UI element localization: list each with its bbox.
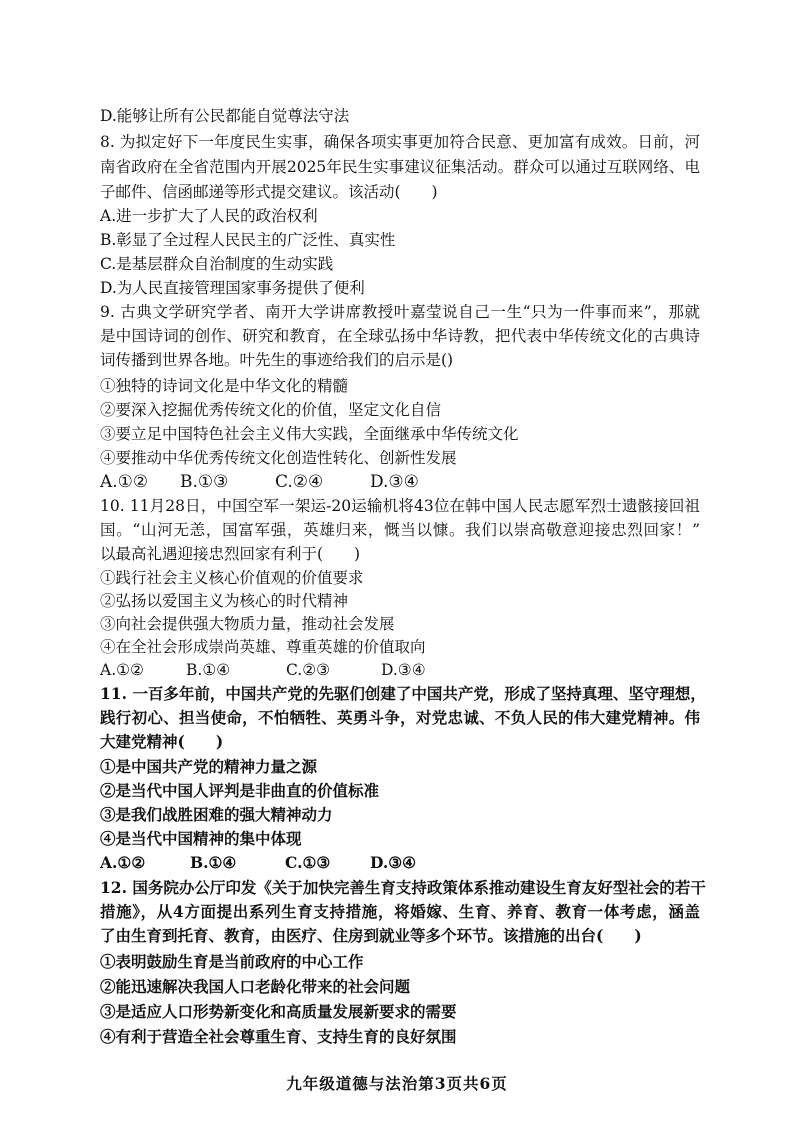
q10-stem-line: 以最高礼遇迎接忠烈回家有利于( ) xyxy=(100,545,361,563)
q10-stem-line: 国。“山河无恙，国富军强，英雄归来，慨当以慷。我们以崇高敬意迎接忠烈回家！” xyxy=(100,521,700,539)
q8-option-a: A.进一步扩大了人民的政治权利 xyxy=(100,207,318,225)
q11-stem-line: 11. 一百多年前，中国共产党的先驱们创建了中国共产党，形成了坚持真理、坚守理想， xyxy=(100,684,706,703)
q11-choices xyxy=(100,851,700,875)
q10-item: ①践行社会主义核心价值观的价值要求 xyxy=(100,569,364,587)
q11-item: ④是当代中国精神的集中体现 xyxy=(100,829,302,848)
q8-stem-line: 子邮件、信函邮递等形式提交建议。该活动( ) xyxy=(100,183,438,201)
q9-item: ③要立足中国特色社会主义伟大实践，全面继承中华传统文化 xyxy=(100,425,519,443)
q11-choice-b: B.①④ xyxy=(190,853,237,872)
q9-choice-a: A.①② xyxy=(100,472,149,492)
q12-item: ②能迅速解决我国人口老龄化带来的社会问题 xyxy=(100,977,411,996)
q11-choice-c: C.①③ xyxy=(285,853,331,872)
q12-stem-line: 了由生育到托育、教育，由医疗、住房到就业等多个环节。该措施的出台( ) xyxy=(100,926,642,945)
q10-choice-a: A.①② xyxy=(100,661,144,679)
q7-option-d: D.能够让所有公民都能自觉尊法守法 xyxy=(100,107,350,125)
q12-stem-line: 措施》，从4方面提出系列生育支持措施，将婚嫁、生育、养育、教育一体考虑，涵盖 xyxy=(100,902,700,921)
q9-item: ②要深入挖掘优秀传统文化的价值，坚定文化自信 xyxy=(100,401,442,419)
page-footer: 九年级道德与法治第3页共6页 xyxy=(286,1074,508,1093)
q9-choice-b: B.①③ xyxy=(180,472,229,492)
q10-choice-c: C.②③ xyxy=(286,661,331,679)
q9-stem-line: 是中国诗词的创作、研究和教育，在全球弘扬中华诗教，把代表中华传统文化的古典诗 xyxy=(100,327,700,345)
q11-stem-line: 践行初心、担当使命，不怕牺牲、英勇斗争，对党忠诚、不负人民的伟大建党精神。伟 xyxy=(100,708,700,727)
q12-stem-line: 12. 国务院办公厅印发《关于加快完善生育支持政策体系推动建设生育友好型社会的若干 xyxy=(100,878,706,897)
q9-stem-line: 词传播到世界各地。叶先生的事迹给我们的启示是() xyxy=(100,351,454,369)
q8-option-b: B.彰显了全过程人民民主的广泛性、真实性 xyxy=(100,231,396,249)
q11-stem-line: 大建党精神( ) xyxy=(100,732,224,751)
q11-item: ①是中国共产党的精神力量之源 xyxy=(100,757,318,776)
q10-item: ④在全社会形成崇尚英雄、尊重英雄的价值取向 xyxy=(100,638,426,656)
q9-choices xyxy=(100,470,700,494)
q9-choice-c: C.②④ xyxy=(275,472,324,492)
q11-choice-d: D.③④ xyxy=(370,853,417,872)
q9-item: ①独特的诗词文化是中华文化的精髓 xyxy=(100,377,349,395)
q10-choice-b: B.①④ xyxy=(186,661,231,679)
q12-item: ④有利于营造全社会尊重生育、支持生育的良好氛围 xyxy=(100,1027,457,1046)
q9-choice-d: D.③④ xyxy=(370,472,419,492)
q11-choice-a: A.①② xyxy=(100,853,146,872)
q10-stem-line: 10. 11月28日，中国空军一架运-20运输机将43位在韩中国人民志愿军烈士遗骸接回祖 xyxy=(100,497,700,515)
q11-item: ②是当代中国人评判是非曲直的价值标准 xyxy=(100,781,380,800)
q10-choices xyxy=(100,658,700,682)
q12-item: ③是适应人口形势新变化和高质量发展新要求的需要 xyxy=(100,1002,457,1021)
q11-item: ③是我们战胜困难的强大精神动力 xyxy=(100,805,333,824)
q10-choice-d: D.③④ xyxy=(381,661,426,679)
q10-item: ②弘扬以爱国主义为核心的时代精神 xyxy=(100,592,349,610)
q8-stem-line: 8. 为拟定好下一年度民生实事，确保各项实事更加符合民意、更加富有成效。日前，河 xyxy=(100,133,700,151)
q8-option-d: D.为人民直接管理国家事务提供了便利 xyxy=(100,279,365,297)
q10-item: ③向社会提供强大物质力量，推动社会发展 xyxy=(100,615,395,633)
q8-stem-line: 南省政府在全省范围内开展2025年民生实事建议征集活动。群众可以通过互联网络、电 xyxy=(100,158,700,176)
q12-item: ①表明鼓励生育是当前政府的中心工作 xyxy=(100,952,364,971)
q9-stem-line: 9. 古典文学研究学者、南开大学讲席教授叶嘉莹说自己一生“只为一件事而来”，那就 xyxy=(100,303,700,321)
q9-item: ④要推动中华优秀传统文化创造性转化、创新性发展 xyxy=(100,449,457,467)
q8-option-c: C.是基层群众自治制度的生动实践 xyxy=(100,255,334,273)
